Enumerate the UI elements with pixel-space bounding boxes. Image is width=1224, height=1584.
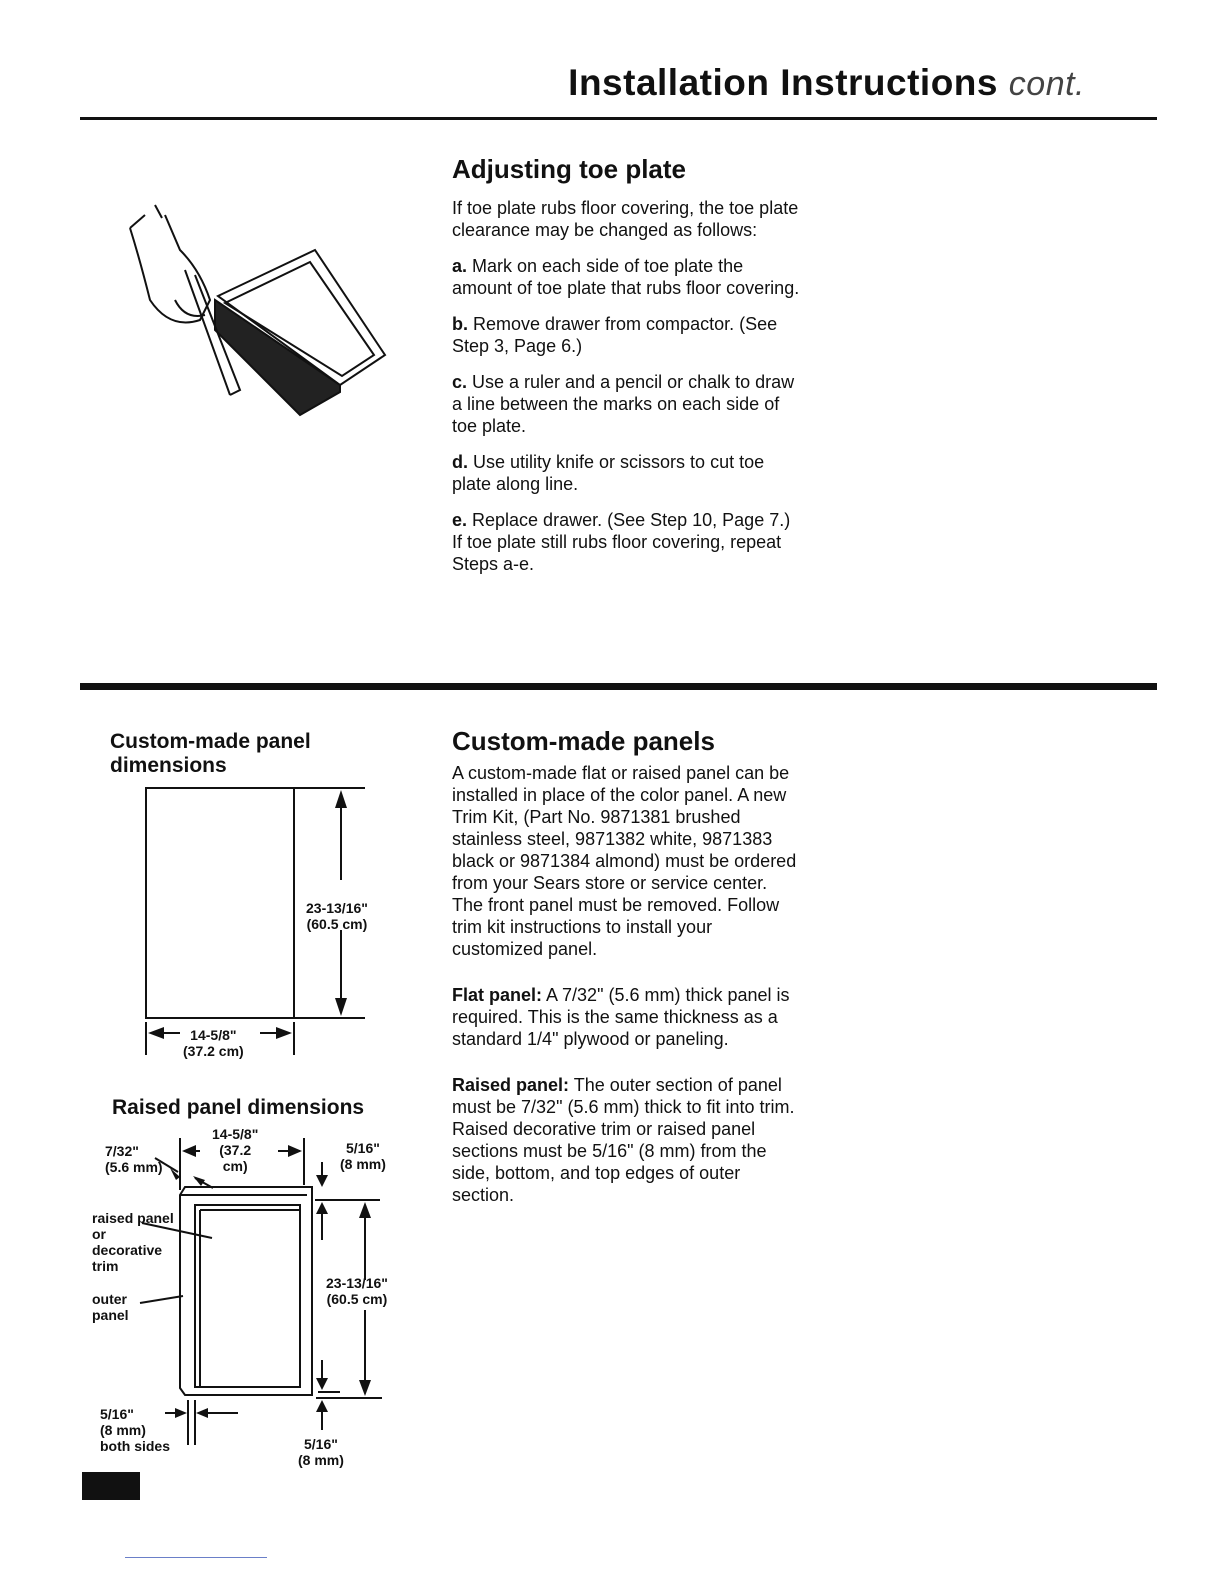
step-text: Use a ruler and a pencil or chalk to draw a line between the marks on each side of toe plate.	[452, 372, 795, 436]
raised-height-label	[326, 1275, 388, 1307]
value: both sides	[100, 1438, 171, 1454]
raised-figure-title: Raised panel dimensions	[112, 1096, 365, 1119]
text: The outer section of panel must be 7/32" (5.6 mm) thick to fit into trim. Raised decorative trim or raised panel sections must be 5/16" (8 mm) from the side, bottom, and top edges of outer section.	[452, 1075, 795, 1205]
intro-text: A custom-made flat or raised panel can be installed in place of the color panel. A new Trim Kit, (Part No. 9871381 brushed stainless steel, 9871382 white, 9871383 black or 9871384 almond) must be ordered from your Sears store or service center. The front panel must be removed. Follow trim kit instructions to install your customized panel.	[452, 763, 797, 959]
step-text: Remove drawer from compactor. (See Step 3, Page 6.)	[452, 314, 778, 356]
step-letter: b.	[452, 314, 468, 334]
raised-trim-label: raised panel or decorative trim	[92, 1210, 174, 1274]
header-cont: cont.	[1008, 65, 1085, 103]
section-heading: Custom-made panels	[452, 726, 715, 756]
value: 23-13/16"	[326, 1275, 388, 1291]
step-text: Replace drawer. (See Step 10, Page 7.) If toe plate still rubs floor covering, repeat Steps a-e.	[452, 510, 791, 574]
value: (8 mm)	[298, 1452, 344, 1468]
value: (8 mm)	[340, 1156, 386, 1172]
value: 5/16"	[346, 1140, 380, 1156]
raised-thickness-label	[105, 1143, 163, 1175]
raised-side-gap-label	[100, 1406, 170, 1454]
value: (37.2	[219, 1142, 252, 1158]
value: (60.5 cm)	[326, 1291, 388, 1307]
step-letter: d.	[452, 452, 468, 472]
raised-bottom-gap-label	[298, 1436, 344, 1468]
value: 14-5/8"	[212, 1126, 259, 1142]
header-title: Installation Instructions	[568, 62, 998, 103]
intro-text: If toe plate rubs floor covering, the toe plate clearance may be changed as follows:	[452, 198, 799, 240]
raised-width-label	[212, 1126, 258, 1174]
step-text: Use utility knife or scissors to cut toe plate along line.	[452, 452, 765, 494]
value: 14-5/8"	[190, 1027, 237, 1043]
label: Flat panel:	[452, 985, 543, 1005]
step-letter: a.	[452, 256, 468, 276]
step-letter: e.	[452, 510, 468, 530]
raised-top-gap-label	[340, 1140, 386, 1172]
custom-figure-title: Custom-made panel dimensions	[110, 730, 311, 777]
text: A 7/32" (5.6 mm) thick panel is required. This is the same thickness as a standard 1/4" plywood or paneling.	[452, 985, 790, 1049]
section-heading: Adjusting toe plate	[452, 154, 686, 184]
label: Raised panel:	[452, 1075, 570, 1095]
outer-panel-label: outer panel	[92, 1291, 129, 1323]
page-number-block	[82, 1472, 140, 1500]
step-text: Mark on each side of toe plate the amount of toe plate that rubs floor covering.	[452, 256, 800, 298]
value: (5.6 mm)	[105, 1159, 163, 1175]
value: 7/32"	[105, 1143, 139, 1159]
value: 5/16"	[100, 1406, 134, 1422]
value: (37.2 cm)	[183, 1043, 244, 1059]
value: cm)	[222, 1158, 248, 1174]
value: (60.5 cm)	[306, 916, 368, 932]
value: 5/16"	[304, 1436, 338, 1452]
value: (8 mm)	[100, 1422, 146, 1438]
value: 23-13/16"	[306, 900, 368, 916]
step-letter: c.	[452, 372, 468, 392]
footer-line	[125, 1557, 267, 1558]
